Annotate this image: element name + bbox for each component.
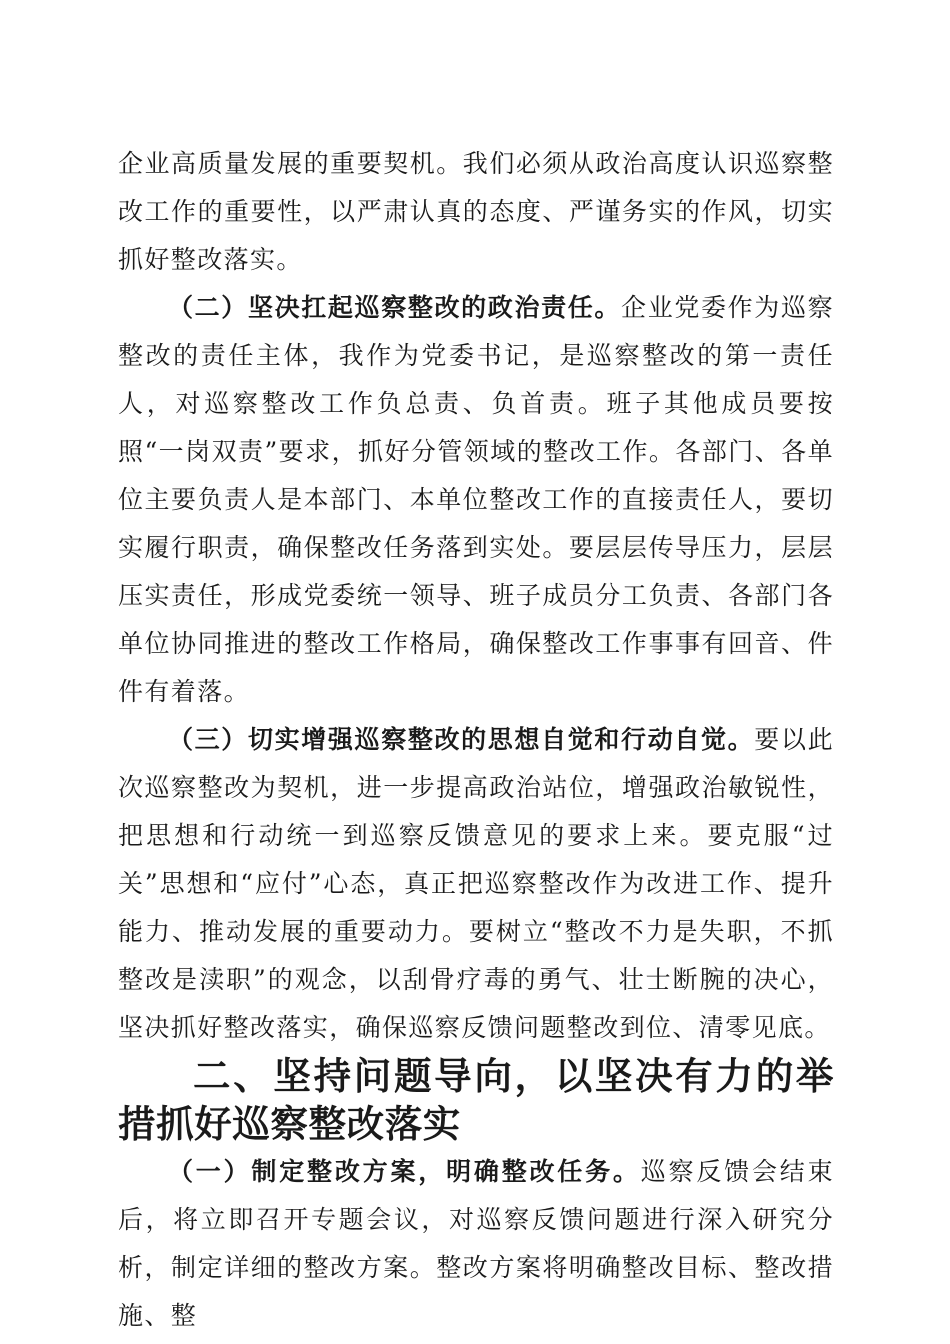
paragraph-lead: （二）坚决扛起巡察整改的政治责任。 <box>168 293 622 322</box>
document-body <box>118 140 834 1340</box>
paragraph-text: 要以此次巡察整改为契机，进一步提高政治站位，增强政治敏锐性，把思想和行动统一到巡察反馈意见的要求上来。要克服“过关”思想和“应付”心态，真正把巡察整改作为改进工作、提升能力、推动发展的重要动力。要树立“整改不力是失职，不抓整改是渎职”的观念，以刮骨疗毒的勇气、壮士断腕的决心，坚决抓好整改落实，确保巡察反馈问题整改到位、清零见底。 <box>118 725 834 1042</box>
paragraph-text: 巡察反馈会结束后，将立即召开专题会议，对巡察反馈问题进行深入研究分析，制定详细的整改方案。整改方案将明确整改目标、整改措施、整 <box>118 1157 834 1330</box>
paragraph-text: 企业党委作为巡察整改的责任主体，我作为党委书记，是巡察整改的第一责任人，对巡察整改工作负总责、负首责。班子其他成员要按照“一岗双责”要求，抓好分管领域的整改工作。各部门、各单位主要负责人是本部门、本单位整改工作的直接责任人，要切实履行职责，确保整改任务落到实处。要层层传导压力，层层压实责任，形成党委统一领导、班子成员分工负责、各部门各单位协同推进的整改工作格局，确保整改工作事事有回音、件件有着落。 <box>118 293 834 706</box>
paragraph-lead: （三）切实增强巡察整改的思想自觉和行动自觉。 <box>168 725 755 754</box>
paragraph-section-3 <box>118 716 834 1052</box>
paragraph-text: 企业高质量发展的重要契机。我们必须从政治高度认识巡察整改工作的重要性，以严肃认真的态度、严谨务实的作风，切实抓好整改落实。 <box>118 149 834 274</box>
paragraph-subsection-1 <box>118 1148 834 1340</box>
paragraph-continuation <box>118 140 834 284</box>
paragraph-section-2 <box>118 284 834 716</box>
paragraph-lead: （一）制定整改方案，明确整改任务。 <box>168 1157 641 1186</box>
section-heading: 二、坚持问题导向，以坚决有力的举措抓好巡察整改落实 <box>118 1054 834 1146</box>
